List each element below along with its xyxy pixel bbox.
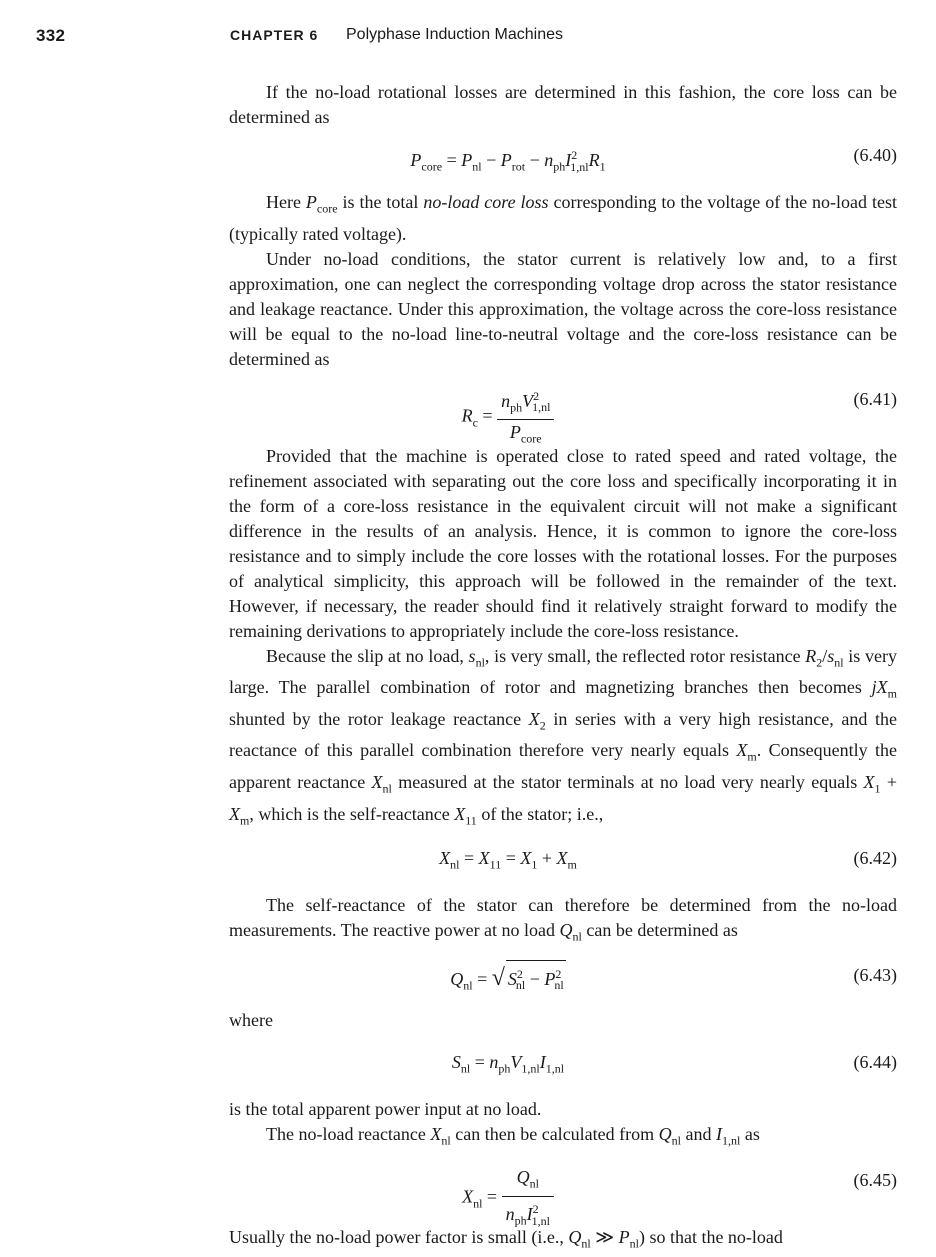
paragraph-6: The self-reactance of the stator can therefore be determined from the no-load measurements. The reactive power at no load $Q_{nl}$ can be determined as [229,895,897,944]
equation-6-45 [229,1153,897,1228]
chapter-title: Polyphase Induction Machines [346,26,564,43]
equation-6-42 [229,843,897,893]
equation-6-43-formula: $Q_{nl}$ = √ $S^2_{nl} - P^2_{nl}$ [229,960,787,1001]
paragraph-5: Because the slip at no load, $s_{nl}$, is very small, the reflected rotor resistance $R_2/s_{nl}$ is very large. The parallel combination of rotor and magnetizing branches then becomes $jX_m$ shunted by the rotor leakage reactance $X_2$ in series with a very high resistance, and the reactance of this parallel combination therefore very nearly equals $X_m$. Consequently the apparent reactance $X_{nl}$ measured at the stator terminals at no load very nearly equals $X_1 + X_m$, which is the self-reactance $X_{11}$ of the stator; i.e., [229,645,897,828]
paragraph-1: If the no-load rotational losses are determined in this fashion, the core loss can be determined as [229,82,897,127]
equation-6-44 [229,1047,897,1097]
paragraph-3: Under no-load conditions, the stator current is relatively low and, to a first approximation, one can neglect the corresponding voltage drop across the stator resistance and leakage reactance. Under this approximation, the voltage across the core-loss resistance will be equal to the no-load line-to-neutral voltage and the core-loss resistance can be determined as [229,248,897,369]
paragraph-8: The no-load reactance $X_{nl}$ can then be calculated from $Q_{nl}$ and $I_{1,nl}$ as [266,1123,760,1148]
paragraph-4: Provided that the machine is operated close to rated speed and rated voltage, the refinement associated with separating out the core loss and specifically incorporating it in the form of a core-loss resistance in the equivalent circuit will not make a significant difference in the results of an analysis. Hence, it is common to ignore the core-loss resistance and to simply include the core losses with the rotational losses. For the purposes of analytical simplicity, this approach will be followed in the remainder of the text. However, if necessary, the reader should find it relatively straight forward to modify the remaining derivations to appropriately include the core-loss resistance. [229,445,897,641]
equation-number: (6.42) [853,848,897,869]
equation-6-44-formula: $S_{nl} = n_{ph}V_{1,nl}I_{1,nl}$ [451,1051,565,1076]
equation-number: (6.44) [853,1051,897,1072]
equation-6-41 [229,372,897,444]
equation-6-43 [229,960,897,1020]
where-label: where [229,1009,273,1030]
page-header [24,26,912,50]
paragraph-7: is the total apparent power input at no load. [229,1098,542,1119]
paragraph-9: Usually the no-load power factor is small (i.e., $Q_{nl}$ ≫ $P_{nl}$) so that the no-load [229,1227,783,1251]
equation-6-41-formula: $R_c$ = $n_{ph}V^2_{1,nl}$ $P_{core}$ [229,384,787,451]
equation-6-42-formula: $X_{nl} = X_{11} = X_1 + X_m$ [439,848,577,872]
equation-number: (6.41) [853,388,897,409]
chapter-label: CHAPTER 6 [230,27,319,43]
page-body [229,80,897,1257]
equation-number: (6.45) [853,1170,897,1191]
equation-number: (6.40) [853,145,897,165]
equation-6-45-formula: $X_{nl}$ = $Q_{nl}$ $n_{ph}I^2_{1,nl}$ [229,1165,787,1232]
paragraph-2: Here $P_{core}$ is the total no-load core loss corresponding to the voltage of the no-load test (typically rated voltage). [229,192,897,244]
page-number: 332 [36,26,66,45]
equation-6-40 [229,140,897,190]
equation-number: (6.43) [853,964,897,985]
equation-6-40-formula: $P_{core} = P_{nl} - P_{rot} - n_{ph}I^2_{1,nl}R_1$ [410,148,606,174]
